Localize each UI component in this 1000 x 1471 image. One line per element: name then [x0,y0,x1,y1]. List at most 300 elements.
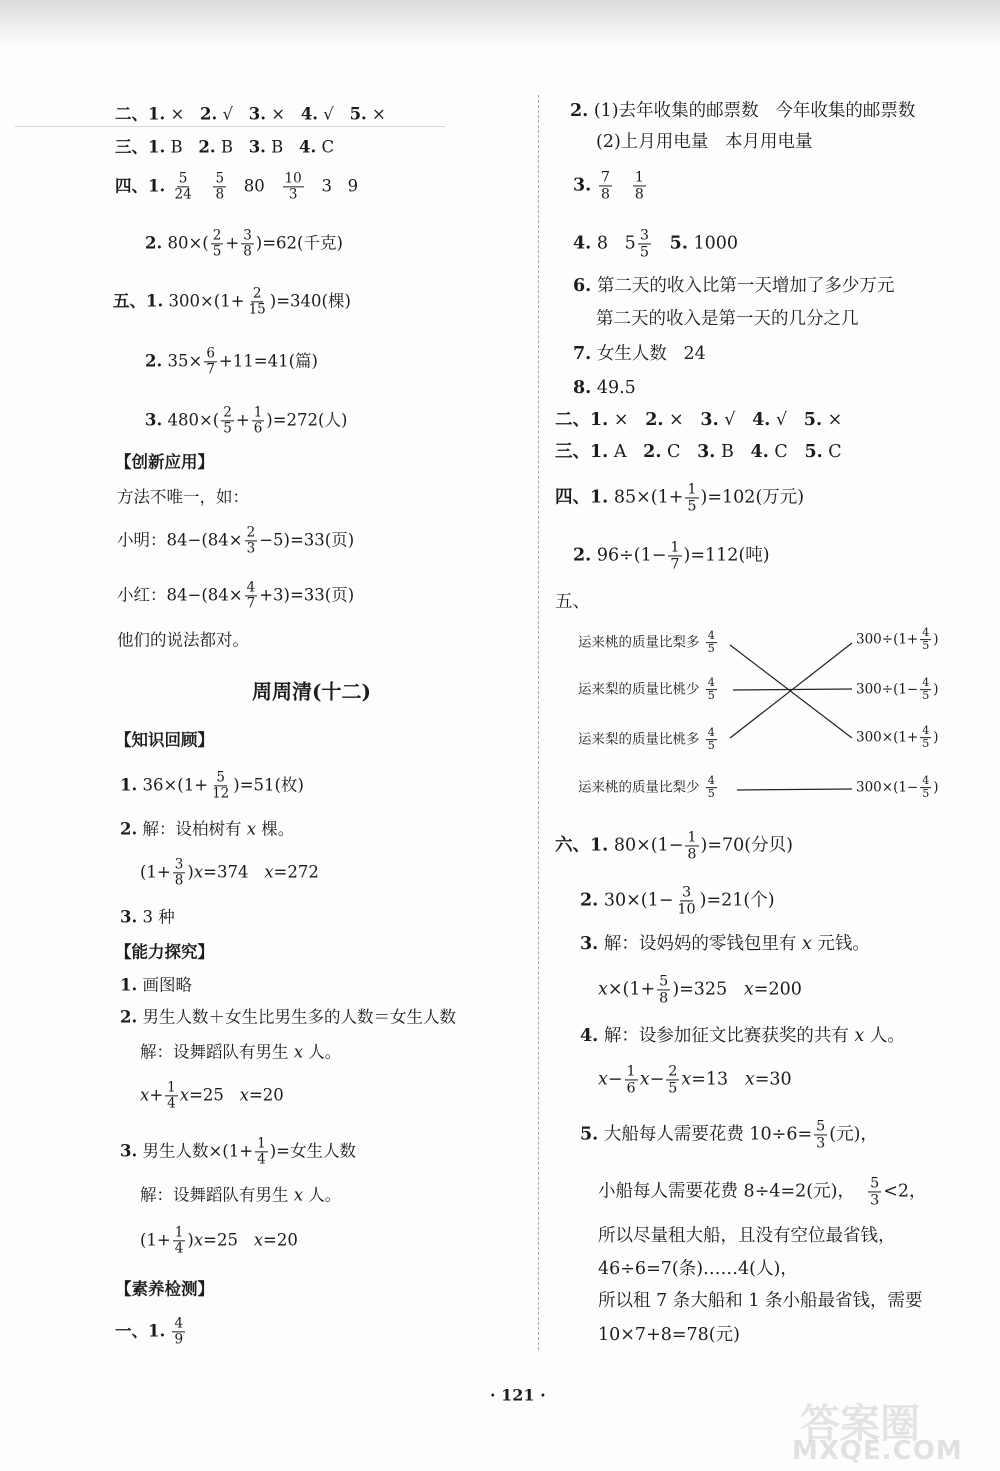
text-run: 小红：84−(84× [117,585,243,605]
bold-label: 2. [120,819,138,839]
match-line [730,645,852,738]
text-run: + [235,410,250,430]
bold-label: 二、1. [555,410,609,431]
variable-x: x [253,1230,263,1250]
fraction-denominator: 10 [677,901,696,918]
text-run: ) [933,729,939,746]
text-run: × [366,104,386,124]
text-run: )=272(人) [266,410,348,430]
variable-x: x [239,1085,249,1105]
bold-label: 【素养检测】 [115,1279,214,1299]
bold-label: 3. [573,175,592,196]
fraction-denominator: 5 [922,689,930,703]
answer-7 [573,344,706,366]
judgment-answers [115,105,386,126]
fraction-denominator: 8 [215,186,225,203]
fraction-numerator: 5 [870,1175,880,1192]
fraction [657,973,670,1006]
text-run: 小船每人需要花费 8÷4=2(元)， [598,1181,867,1202]
answer-6-5-cost [598,1325,740,1347]
fraction-numerator: 10 [284,170,302,187]
text-run: − [649,1069,665,1090]
fraction-denominator: 24 [174,186,192,203]
fraction-denominator: 7 [206,361,215,378]
text-run: 3 种 [137,907,175,927]
text-run: )=62(千克) [255,233,343,253]
answer-4-2 [145,228,343,259]
text-run: 大船每人需要花费 10÷6= [598,1124,813,1145]
fraction-denominator: 8 [600,186,610,203]
text-run: <2， [883,1181,927,1202]
fraction [221,405,234,436]
match-right-item [856,627,939,653]
explore-let-2 [140,1043,341,1064]
fraction-denominator: 5 [922,639,930,653]
test-answer-1-1 [115,1316,187,1347]
xiaohong-solution [117,580,354,611]
variable-x: x [743,979,754,1000]
answer-6-3-let [580,934,870,956]
text-run: √ [770,410,804,431]
fraction-numerator: 1 [687,481,697,498]
fraction-numerator: 6 [206,345,215,362]
text-run: =25 [203,1230,254,1250]
bold-label: 3. [145,410,163,430]
match-line [733,689,852,690]
bold-label: 2. [645,410,664,431]
bold-label: 四、1. [115,176,166,196]
text-run: √ [718,410,753,431]
text-run: )=102(万元) [700,487,805,508]
watermark-brand: 答案圈 [800,1401,920,1447]
bold-label: 2. [120,1007,138,1027]
text-run: ) [187,1230,194,1250]
text-run: )=女生人数 [269,1141,356,1161]
bold-label: 六、1. [555,835,609,856]
bold-label: 3. [580,934,599,955]
fraction [252,405,265,436]
fill-in-answers [115,171,358,202]
text-run: √ [318,104,350,124]
text-run: C [768,442,805,463]
match-left-item [578,677,719,703]
text-run: 第二天的收入是第一天的几分之几 [596,309,859,330]
fraction [173,857,186,888]
bold-label: 4. [573,233,592,254]
fraction-denominator: 3 [288,186,298,203]
text-run: 女生人数 24 [591,344,706,365]
fraction [638,227,651,260]
text-run: 所以租 7 条大船和 1 条小船最省钱，需要 [598,1291,923,1312]
bold-label: 4. [299,137,317,157]
variable-x: x [854,1026,865,1047]
fraction-numerator: 3 [639,227,649,244]
bold-label: 3. [700,410,719,431]
answer-4-5 [573,227,738,260]
fraction [920,725,931,751]
text-run: )=325 [672,979,744,1000]
text-run [614,176,631,196]
choice-answers-2 [555,442,842,464]
bold-label: 4. [300,104,319,124]
text-run: C [316,137,335,157]
fraction [625,1063,638,1096]
bold-label: 3. [697,442,716,463]
text-run: 解：设舞蹈队有男生 [140,1042,294,1062]
fraction [706,727,717,753]
explore-answer-3 [120,1136,356,1167]
choice-answers [115,138,334,159]
answer-2-quantities [570,101,915,123]
fraction [599,169,612,202]
fraction [920,677,931,703]
fraction [204,346,217,377]
fraction [165,1080,178,1111]
bold-label: 4. [580,1026,599,1047]
text-run: 男生人数×(1+ [137,1141,254,1161]
text-run: ) [933,631,939,648]
bold-label: 5. [349,104,367,124]
fraction-numerator: 2 [223,404,232,421]
fraction-numerator: 4 [922,626,930,640]
fraction-numerator: 4 [174,1315,184,1332]
text-run: 30×(1− [598,890,674,911]
variable-x: x [193,862,204,882]
fraction [685,829,698,862]
bold-label: 2. [573,545,592,566]
fraction-denominator: 8 [634,186,644,203]
fraction-numerator: 4 [246,579,256,596]
text-run: B [715,442,751,463]
text-run: )=70(分贝) [700,835,793,856]
fraction-denominator: 8 [174,872,184,889]
bold-label: 2. [145,233,163,253]
text-run: × [608,410,646,431]
fraction-numerator: 2 [212,227,222,244]
text-run: 解：设柏树有 [137,819,247,839]
fraction-numerator: 1 [253,404,263,421]
fraction-numerator: 4 [707,726,715,740]
text-run: 画图略 [137,975,192,995]
bold-label: 【知识回顾】 [115,730,214,750]
explore-equation-2 [140,1080,284,1111]
fraction-numerator: 4 [922,774,930,788]
text-run: 棵。 [256,819,295,839]
bold-label: 五、1. [113,291,164,311]
text-run [196,177,212,196]
bold-label: 3. [120,1141,138,1161]
text-run: 1000 [687,233,739,254]
text-run [165,177,170,196]
fraction-denominator: 8 [659,990,669,1007]
fraction-numerator: 1 [634,169,644,186]
text-run: 运来桃的质量比梨多 [578,634,704,651]
answer-4-2-right [573,539,770,572]
fraction-numerator: 3 [243,227,252,244]
text-run: =200 [753,979,802,1000]
fraction-numerator: 7 [600,169,610,186]
fraction [211,228,224,259]
answer-6-5-division [598,1259,798,1281]
fraction-denominator: 7 [670,556,680,573]
text-run: =30 [754,1069,792,1090]
answer-4-1 [555,481,804,514]
text-run: × [165,104,201,124]
section-ability-exploration [115,943,214,964]
review-equation-2 [140,857,319,888]
text-run: 80×( [162,233,209,253]
answer-8 [573,378,636,400]
answer-6-4-let [580,1026,905,1048]
text-run: 300×(1+ [163,291,245,311]
page-number: · 121 · [490,1385,546,1405]
answer-6-4-equation [598,1063,792,1096]
fraction-numerator: 1 [257,1135,266,1152]
bold-label: 4. [752,410,771,431]
section-knowledge-review [115,731,214,752]
text-run: (1+ [140,862,171,882]
text-run: 解：设舞蹈队有男生 [140,1185,294,1205]
text-run: 人。 [303,1185,342,1205]
fraction-denominator: 15 [248,301,266,318]
text-run: + [149,1085,164,1105]
fraction [247,286,268,317]
section-5-label [555,592,590,614]
bold-label: 2. [145,351,163,371]
variable-x: x [293,1185,304,1205]
bold-label: 5. [803,410,823,431]
text-run: 男生人数＋女生比男生多的人数＝女生人数 [137,1007,456,1027]
text-run: )=112(吨) [683,545,770,566]
match-line [730,643,852,738]
fraction-denominator: 3 [816,1135,826,1152]
bold-label: 2. [643,442,662,463]
variable-x: x [598,1069,608,1090]
fraction-denominator: 5 [707,787,715,801]
text-run: 方法不唯一，如： [117,487,249,507]
text-run: (2)上月用电量 本月用电量 [596,132,813,153]
text-run: 运来梨的质量比桃多 [578,731,704,748]
bold-label: 2. [200,104,218,124]
section-literacy-test [115,1280,214,1301]
match-right-item [856,677,939,703]
fraction [213,171,226,202]
bold-label: 5. [669,233,688,254]
explore-answer-2 [120,1008,456,1029]
fraction-numerator: 5 [659,973,669,990]
variable-x: x [246,819,257,839]
answer-5-2 [145,346,318,377]
text-run: ×(1+ [607,979,656,1000]
fraction-denominator: 7 [246,595,256,612]
fraction-numerator: 1 [167,1079,176,1096]
variable-x: x [140,1085,150,1105]
answer-5-1 [113,286,351,317]
bold-label: 3. [248,137,266,157]
fraction-numerator: 2 [252,285,262,302]
fraction-numerator: 1 [670,539,680,556]
conclusion-line [117,631,249,652]
text-run: −5)=33(页) [259,530,355,550]
match-left-item [578,630,719,656]
bold-label: 5. [804,442,823,463]
fraction [814,1118,827,1151]
bold-label: 四、1. [555,487,609,508]
explore-answer-1 [120,976,192,997]
text-run: × [266,104,301,124]
answer-2-part-2 [596,132,812,154]
match-right-item [856,775,939,801]
section-title: 周周清(十二) [252,679,371,704]
bold-label: 7. [573,344,592,365]
fraction [245,580,258,611]
fraction [173,1225,186,1256]
text-run [591,176,597,196]
fraction [283,171,304,202]
bold-label: 一、1. [115,1321,166,1341]
text-run: 人。 [864,1026,905,1047]
text-run: − [607,1069,623,1090]
fraction-numerator: 4 [707,629,715,643]
text-run: × [822,410,843,431]
fraction [172,171,193,202]
fraction [668,539,681,572]
text-run: (1+ [140,1230,171,1250]
text-run: B [265,137,300,157]
text-run: ) [933,681,939,698]
text-run: 96÷(1− [591,545,667,566]
text-run: 他们的说法都对。 [117,630,249,650]
fraction-numerator: 2 [668,1063,678,1080]
answer-6-part-2 [596,309,859,331]
text-run: C [661,442,698,463]
answer-6-5-conclusion [598,1291,923,1313]
bold-label: 4. [750,442,769,463]
text-run: =13 [691,1069,745,1090]
text-run: 解：设妈妈的零钱包里有 [598,934,802,955]
fraction-denominator: 3 [246,540,256,557]
scan-line [15,126,445,127]
xiaoming-solution [117,525,354,556]
text-run: )=340(棵) [269,291,351,311]
bold-label: 3. [248,104,267,124]
method-note [117,488,249,509]
match-line [737,789,852,790]
fraction-denominator: 12 [212,785,230,802]
text-run: 80×(1− [608,835,684,856]
text-run: 46÷6=7(条)……4(人)， [598,1259,798,1280]
text-run: 第二天的收入比第一天增加了多少万元 [591,276,895,297]
text-run: +11=41(篇) [218,351,318,371]
fraction [255,1136,268,1167]
fraction-denominator: 3 [870,1192,880,1209]
column-divider [538,95,539,1350]
explore-equation-3 [140,1225,298,1256]
text-run: × [663,410,701,431]
text-run: 运来桃的质量比梨少 [578,779,704,796]
text-run: 运来梨的质量比桃少 [578,681,704,698]
explore-let-3 [140,1186,341,1207]
text-run: 36×(1+ [137,775,209,795]
answer-6-3-equation [598,973,802,1006]
text-run: B [215,137,249,157]
text-run: 300÷(1+ [856,631,919,648]
bold-label: 【能力探究】 [115,942,214,962]
text-run: 8 5 [591,233,636,254]
variable-x: x [179,1085,190,1105]
judgment-answers-2 [555,410,842,432]
text-run: + [225,233,240,253]
fraction-numerator: 4 [922,676,930,690]
match-left-item [578,775,719,801]
match-left-item [578,727,719,753]
bold-label: 1. [120,775,138,795]
answer-3 [573,169,648,202]
match-right-item [856,725,939,751]
fraction [675,884,697,917]
fraction-denominator: 8 [687,846,697,863]
text-run: A [608,442,644,463]
bold-label: 2. [570,101,589,122]
fraction [706,775,717,801]
text-run: 49.5 [591,378,636,399]
review-answer-1 [120,770,304,801]
text-run: 小明：84−(84× [117,530,243,550]
bold-label: 2. [580,890,599,911]
bold-label: 二、1. [115,104,166,124]
text-run: =272 [273,862,319,882]
fraction-denominator: 9 [174,1331,184,1348]
text-run: =374 [203,862,265,882]
fraction [685,481,698,514]
fraction [172,1316,185,1347]
answer-5-3 [145,405,347,436]
fraction-denominator: 5 [212,243,222,260]
text-run: 解：设参加征文比赛获奖的共有 [598,1026,855,1047]
bold-label: 5. [580,1124,599,1145]
fraction [920,627,931,653]
fraction-denominator: 6 [626,1080,636,1097]
answer-6-2 [580,884,775,917]
fraction-denominator: 5 [922,787,930,801]
fraction-denominator: 4 [257,1151,266,1168]
variable-x: x [639,1069,650,1090]
bold-label: 3. [120,907,138,927]
text-run: =25 [189,1085,240,1105]
fraction-denominator: 6 [253,420,263,437]
fraction-denominator: 5 [668,1080,678,1097]
fraction-denominator: 4 [167,1095,176,1112]
text-run: =20 [248,1085,284,1105]
scan-shadow [0,0,1000,48]
text-run: B [165,137,199,157]
fraction-numerator: 4 [922,724,930,738]
text-run: 所以尽量租大船，且没有空位最省钱， [598,1226,896,1247]
fraction [633,169,646,202]
bold-label: 8. [573,378,592,399]
watermark-site: MXQE.COM [792,1436,963,1466]
text-run: (元)， [829,1124,878,1145]
text-run: 480×( [162,410,220,430]
fraction-denominator: 8 [243,243,252,260]
fraction-numerator: 3 [681,884,692,901]
fraction-numerator: 5 [216,769,225,786]
text-run: 五、 [555,592,590,613]
text-run: )=21(个) [699,890,775,911]
fraction-numerator: 5 [816,1118,826,1135]
text-run: 人。 [303,1042,342,1062]
text-run: 300×(1+ [856,729,919,746]
